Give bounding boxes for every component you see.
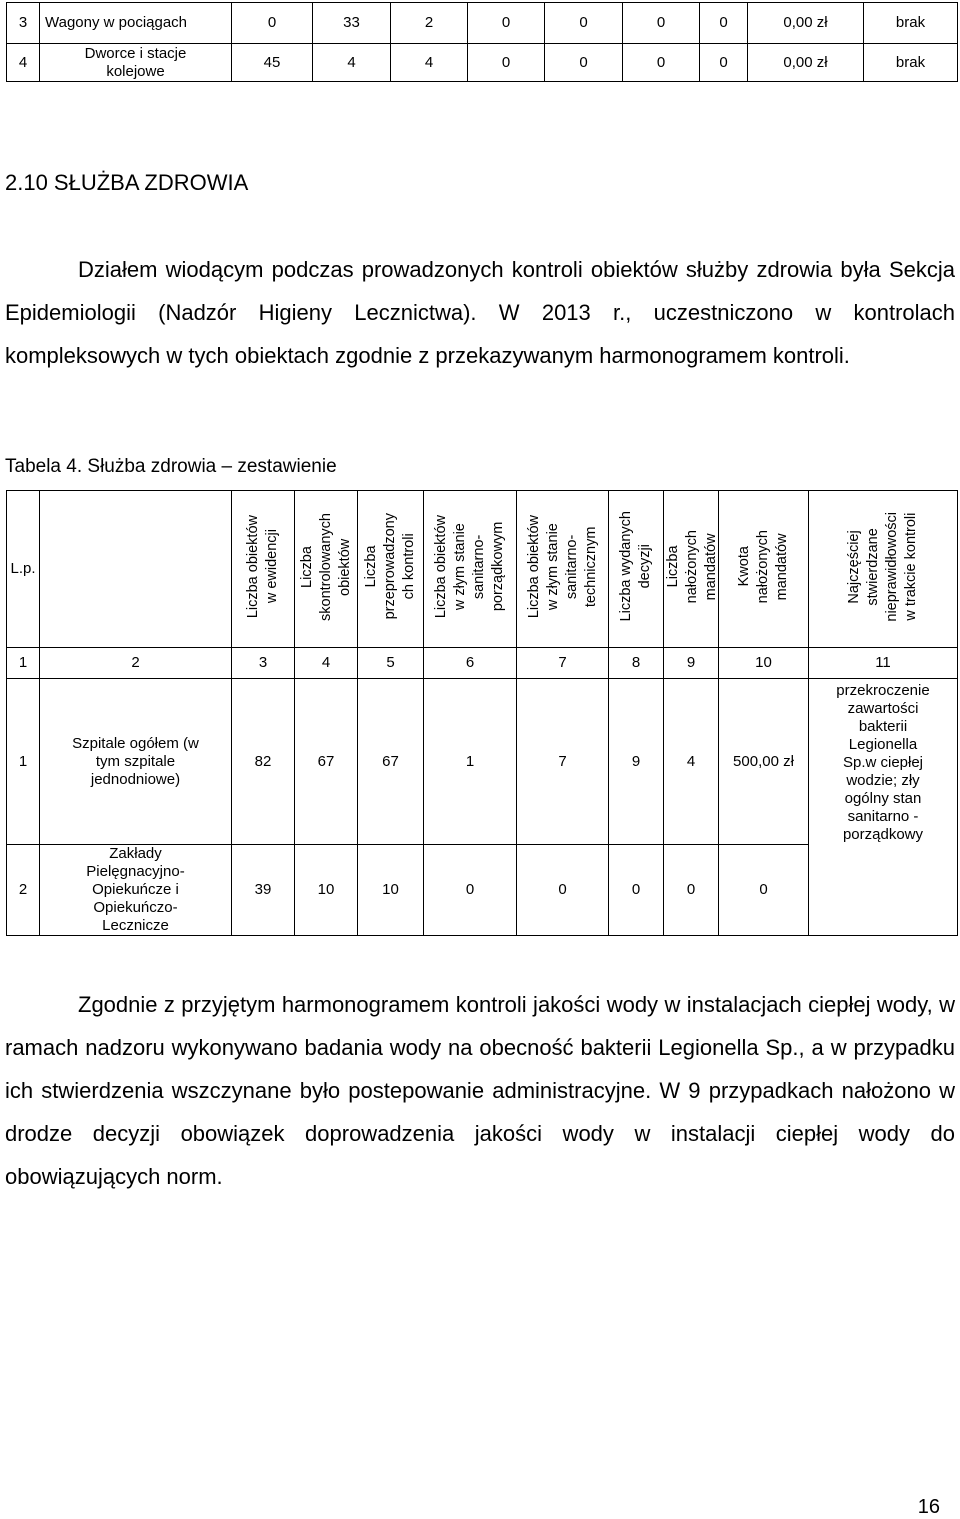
cell: Dworce i stacje kolejowe [40, 44, 232, 82]
cell: 0 [545, 3, 623, 44]
column-number: 8 [609, 648, 664, 679]
cell: 33 [313, 3, 391, 44]
previous-table [6, 2, 958, 82]
column-number: 10 [719, 648, 809, 679]
value-cell: 0 [719, 845, 809, 936]
facility-name-cell: Szpitale ogółem (w tym szpitale jednodniowe) [40, 679, 232, 845]
cell: brak [864, 3, 958, 44]
header-cell: Kwota nałożonych mandatów [719, 491, 809, 648]
table-caption: Tabela 4. Służba zdrowia – zestawienie [5, 456, 337, 477]
header-cell: Liczba skontrolowanych obiektów [295, 491, 358, 648]
remarks-cell: przekroczenie zawartości bakterii Legionella Sp.w ciepłej wodzie; zły ogólny stan sanitarno - porządkowy [809, 679, 958, 936]
intro-paragraph-text: Działem wiodącym podczas prowadzonych kontroli obiektów służby zdrowia była Sekcja Epidemiologii (Nadzór Higieny Lecznictwa). W 2013 r., uczestniczono w kontrolach kompleksowych w tych obiektach zgodnie z przekazywanym harmonogramem kontroli. [5, 257, 955, 368]
cell: 4 [7, 44, 40, 82]
value-cell: 67 [358, 679, 424, 845]
cell: 0 [700, 44, 748, 82]
value-cell: 0 [609, 845, 664, 936]
column-number: 5 [358, 648, 424, 679]
value-cell: 7 [517, 679, 609, 845]
value-cell: 500,00 zł [719, 679, 809, 845]
cell: 4 [313, 44, 391, 82]
column-number: 3 [232, 648, 295, 679]
cell: 0 [623, 44, 700, 82]
cell: 45 [232, 44, 313, 82]
cell: brak [864, 44, 958, 82]
column-number: 9 [664, 648, 719, 679]
intro-paragraph [5, 248, 955, 377]
value-cell: 0 [424, 845, 517, 936]
legionella-paragraph-text: Zgodnie z przyjętym harmonogramem kontroli jakości wody w instalacjach ciepłej wody, w ramach nadzoru wykonywano badania wody na obecność bakterii Legionella Sp., a w przypadku ich stwierdzenia wszczynane było postepowanie administracyjne. W 9 przypadkach nałożono w drodze decyzji obowiązek doprowadzenia jakości wody w instalacji ciepłej wody do obowiązujących norm. [5, 992, 955, 1189]
table-row [7, 3, 958, 44]
header-cell: Liczba wydanych decyzji [609, 491, 664, 648]
cell: 0 [468, 3, 545, 44]
value-cell: 10 [295, 845, 358, 936]
cell: 2 [391, 3, 468, 44]
column-number-row [7, 648, 958, 679]
cell: 0,00 zł [748, 44, 864, 82]
cell: 0,00 zł [748, 3, 864, 44]
value-cell: 0 [664, 845, 719, 936]
cell: 0 [700, 3, 748, 44]
cell: 0 [623, 3, 700, 44]
value-cell: 4 [664, 679, 719, 845]
lp-cell: 1 [7, 679, 40, 845]
column-number: 2 [40, 648, 232, 679]
header-cell [40, 491, 232, 648]
value-cell: 82 [232, 679, 295, 845]
cell: Wagony w pociągach [40, 3, 232, 44]
header-cell: Liczba obiektów w złym stanie sanitarno- porządkowym [424, 491, 517, 648]
header-cell: Liczba obiektów w ewidencji [232, 491, 295, 648]
value-cell: 67 [295, 679, 358, 845]
facility-name-cell: Zakłady Pielęgnacyjno- Opiekuńcze i Opiekuńczo- Lecznicze [40, 845, 232, 936]
column-number: 4 [295, 648, 358, 679]
column-number: 7 [517, 648, 609, 679]
cell: 0 [545, 44, 623, 82]
value-cell: 10 [358, 845, 424, 936]
value-cell: 0 [517, 845, 609, 936]
header-cell: Najczęściej stwierdzane nieprawidłowości w trakcie kontroli [809, 491, 958, 648]
cell: 3 [7, 3, 40, 44]
table-row [7, 679, 958, 845]
health-service-table [6, 490, 958, 936]
cell: 0 [468, 44, 545, 82]
column-number: 11 [809, 648, 958, 679]
table-row [7, 44, 958, 82]
header-cell: Liczba obiektów w złym stanie sanitarno- technicznym [517, 491, 609, 648]
cell: 0 [232, 3, 313, 44]
header-cell: Liczba nałożonych mandatów [664, 491, 719, 648]
lp-cell: 2 [7, 845, 40, 936]
page-number: 16 [917, 1496, 940, 1518]
value-cell: 1 [424, 679, 517, 845]
header-cell: L.p. [7, 491, 40, 648]
value-cell: 9 [609, 679, 664, 845]
value-cell: 39 [232, 845, 295, 936]
header-cell: Liczba przeprowadzony ch kontroli [358, 491, 424, 648]
column-number: 6 [424, 648, 517, 679]
header-row [7, 491, 958, 648]
section-heading: 2.10 SŁUŻBA ZDROWIA [5, 170, 249, 195]
legionella-paragraph [5, 983, 955, 1198]
cell: 4 [391, 44, 468, 82]
column-number: 1 [7, 648, 40, 679]
